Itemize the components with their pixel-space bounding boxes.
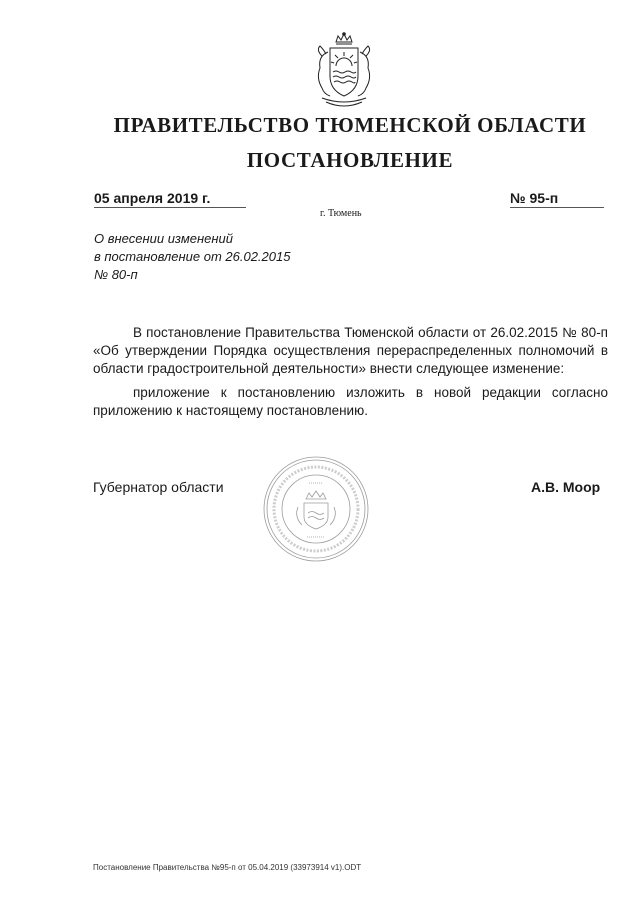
- subject-line: № 80-п: [94, 267, 138, 282]
- document-city: г. Тюмень: [320, 208, 362, 219]
- organization-title: ПРАВИТЕЛЬСТВО ТЮМЕНСКОЙ ОБЛАСТИ: [113, 113, 587, 137]
- subject-line: в постановление от 26.02.2015: [94, 249, 291, 264]
- document-number: № 95-п: [510, 190, 604, 208]
- official-seal: [262, 455, 370, 563]
- document-date: 05 апреля 2019 г.: [94, 190, 246, 208]
- signer-role: Губернатор области: [93, 479, 224, 495]
- document-footer: Постановление Правительства №95-п от 05.04.2019 (33973914 v1).ODT: [93, 863, 362, 872]
- body-paragraph: В постановление Правительства Тюменской области от 26.02.2015 № 80-п «Об утверждении Порядка осуществления перераспределенных полномочий в области градостроительной деятельности» внести следующее изменение:: [93, 325, 608, 376]
- body-paragraph: приложение к постановлению изложить в новой редакции согласно приложению к настоящему постановлению.: [93, 385, 608, 418]
- subject-line: О внесении изменений: [94, 231, 233, 246]
- coat-of-arms-emblem: [308, 32, 380, 110]
- document-body: [93, 324, 608, 426]
- document-type-title: ПОСТАНОВЛЕНИЕ: [246, 148, 454, 172]
- signer-name: А.В. Моор: [531, 479, 601, 495]
- document-subject: [94, 230, 374, 284]
